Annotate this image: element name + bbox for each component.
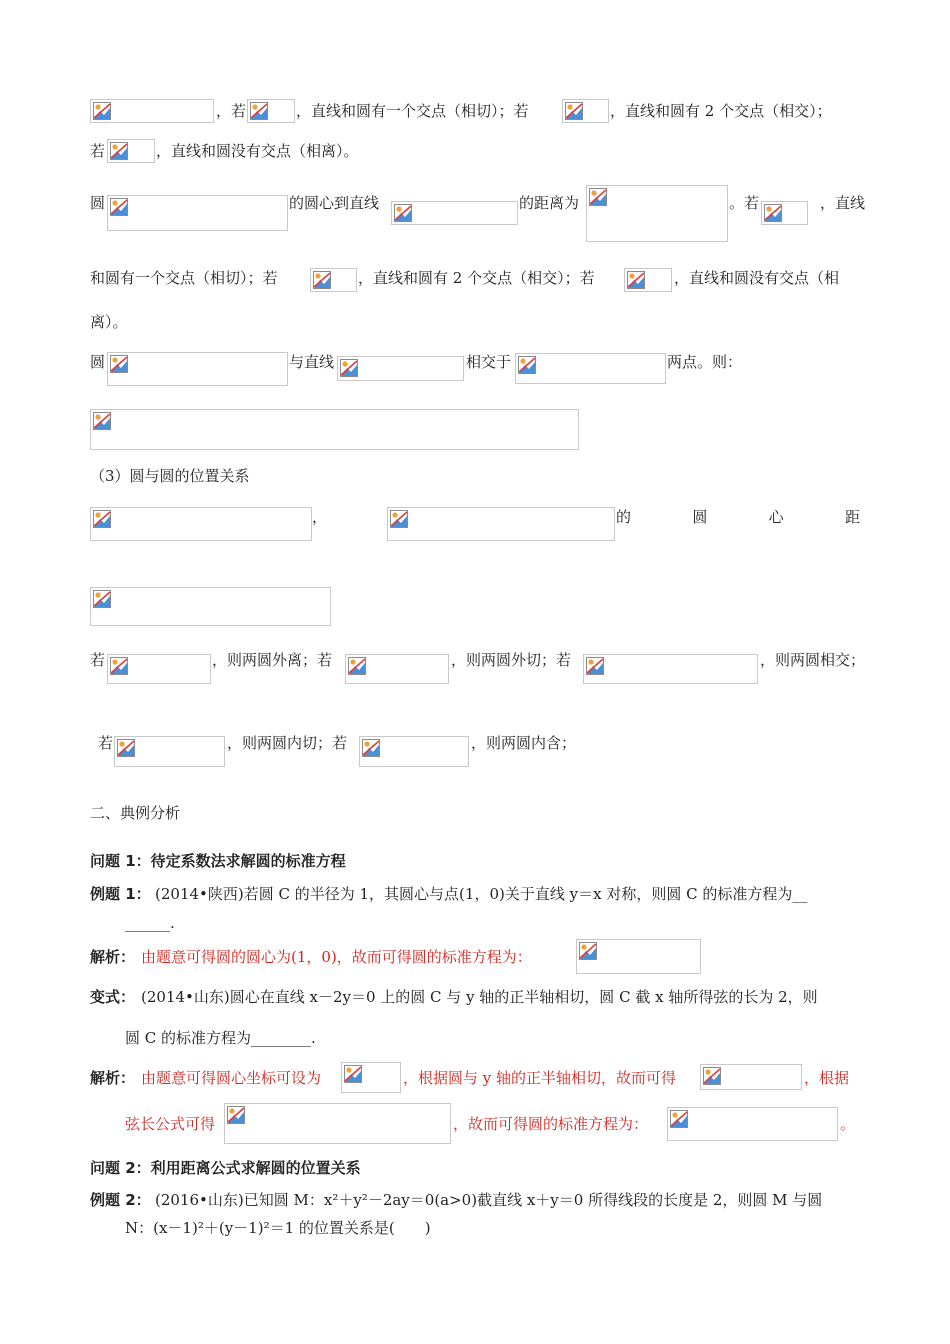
justified-text <box>616 507 860 527</box>
formula-image <box>583 654 758 684</box>
broken-image-icon <box>565 102 583 120</box>
broken-image-icon <box>110 142 128 160</box>
text: ，直线和圆没有交点（相 <box>674 269 840 287</box>
text: 相交于 <box>466 353 512 371</box>
broken-image-icon <box>93 590 111 608</box>
formula-image <box>90 99 214 123</box>
broken-image-icon <box>362 739 380 757</box>
broken-image-icon <box>703 1067 721 1085</box>
text: 。若 <box>729 194 760 212</box>
formula-image <box>90 409 579 450</box>
broken-image-icon <box>586 657 604 675</box>
solution-2-text-cont: 弦长公式可得 <box>125 1115 216 1133</box>
formula-image <box>341 1062 401 1093</box>
formula-image <box>700 1064 802 1090</box>
formula-image <box>107 139 155 163</box>
broken-image-icon <box>110 657 128 675</box>
text: ，若 <box>216 102 247 120</box>
broken-image-icon <box>390 510 408 528</box>
text: 与直线 <box>289 353 335 371</box>
formula-image <box>107 654 211 684</box>
solution-2-text: 由题意可得圆心坐标可设为 <box>141 1069 322 1087</box>
text: ，直线和圆有一个交点（相切）；若 <box>296 102 529 120</box>
formula-image <box>387 507 615 541</box>
broken-image-icon <box>764 204 782 222</box>
solution-2-label: 解析： <box>90 1069 136 1087</box>
solution-2-text: 。 <box>840 1115 856 1133</box>
text: ，则两圆相交； <box>760 651 866 669</box>
problem-1-title: 问题 1：待定系数法求解圆的标准方程 <box>90 852 346 870</box>
text: ，直线和圆没有交点（相离）。 <box>156 142 359 160</box>
formula-image <box>586 185 728 242</box>
example-2-text-cont: N：(x－1)²＋(y－1)²＝1 的位置关系是( ) <box>125 1219 431 1237</box>
formula-image <box>107 352 288 386</box>
formula-image <box>107 195 288 231</box>
broken-image-icon <box>670 1110 688 1128</box>
text: 的距离为 <box>519 194 580 212</box>
formula-image <box>90 587 331 626</box>
text: 的圆心到直线 <box>289 194 380 212</box>
text: 心 <box>768 508 784 526</box>
variant-text: (2014•山东)圆心在直线 x－2y＝0 上的圆 C 与 y 轴的正半轴相切，圆 C 截 x 轴所得弦的长为 2，则 <box>141 988 818 1006</box>
section-heading: 二、典例分析 <box>90 804 181 822</box>
formula-image <box>515 353 666 384</box>
solution-2-text: ，根据 <box>804 1069 850 1087</box>
formula-image <box>624 268 672 292</box>
solution-2-text: ，根据圆与 y 轴的正半轴相切，故而可得 <box>403 1069 677 1087</box>
variant-text-cont: 圆 C 的标准方程为________. <box>125 1029 316 1047</box>
example-1-text-cont: ______. <box>125 914 175 932</box>
text: 离）。 <box>90 313 128 331</box>
text: 圆 <box>90 194 106 212</box>
formula-image <box>247 99 295 123</box>
solution-1-text: 由题意可得圆的圆心为(1，0)，故而可得圆的标准方程为： <box>141 948 532 966</box>
example-1-label: 例题 1： <box>90 885 151 903</box>
formula-image <box>576 939 701 974</box>
formula-image <box>90 507 312 541</box>
broken-image-icon <box>93 412 111 430</box>
text: ，则两圆内切；若 <box>227 734 348 752</box>
broken-image-icon <box>227 1106 245 1124</box>
broken-image-icon <box>117 739 135 757</box>
text: 的 <box>616 508 632 526</box>
broken-image-icon <box>93 510 111 528</box>
text: 若 <box>90 142 106 160</box>
broken-image-icon <box>518 356 536 374</box>
broken-image-icon <box>340 359 358 377</box>
problem-2-title: 问题 2：利用距离公式求解圆的位置关系 <box>90 1159 361 1177</box>
formula-image <box>761 201 808 225</box>
broken-image-icon <box>579 942 597 960</box>
text: 两点。则： <box>667 353 743 371</box>
text: 和圆有一个交点（相切）；若 <box>90 269 278 287</box>
broken-image-icon <box>250 102 268 120</box>
formula-image <box>562 99 609 123</box>
formula-image <box>114 736 225 767</box>
broken-image-icon <box>394 204 412 222</box>
solution-2-text: ，故而可得圆的标准方程为： <box>453 1115 649 1133</box>
formula-image <box>345 654 449 684</box>
text: ，则两圆外切；若 <box>451 651 572 669</box>
example-2-text: (2016•山东)已知圆 M：x²＋y²－2ay＝0(a>0)截直线 x＋y＝0 所得线段的长度是 2，则圆 M 与圆 <box>155 1191 823 1209</box>
text: ，则两圆外离；若 <box>212 651 333 669</box>
broken-image-icon <box>313 271 331 289</box>
variant-label: 变式： <box>90 988 136 1006</box>
formula-image <box>224 1103 451 1144</box>
text: ，直线 <box>820 194 866 212</box>
text: ， <box>312 508 328 526</box>
formula-image <box>667 1107 838 1141</box>
broken-image-icon <box>627 271 645 289</box>
text: 若 <box>98 734 114 752</box>
text: 距 <box>844 508 860 526</box>
text: 圆 <box>692 508 708 526</box>
formula-image <box>337 356 464 381</box>
broken-image-icon <box>110 355 128 373</box>
text: 圆 <box>90 353 106 371</box>
broken-image-icon <box>110 198 128 216</box>
broken-image-icon <box>589 188 607 206</box>
text: ，直线和圆有 2 个交点（相交）；若 <box>358 269 595 287</box>
section-heading: （3）圆与圆的位置关系 <box>90 467 250 485</box>
broken-image-icon <box>348 657 366 675</box>
formula-image <box>391 201 518 225</box>
formula-image <box>310 268 357 292</box>
solution-1-label: 解析： <box>90 948 136 966</box>
text: ，直线和圆有 2 个交点（相交）； <box>610 102 832 120</box>
text: ，则两圆内含； <box>471 734 577 752</box>
text: 若 <box>90 651 106 669</box>
broken-image-icon <box>93 102 111 120</box>
broken-image-icon <box>344 1065 362 1083</box>
example-1-text: (2014•陕西)若圆 C 的半径为 1，其圆心与点(1，0)关于直线 y＝x 对称，则圆 C 的标准方程为__ <box>155 885 808 903</box>
example-2-label: 例题 2： <box>90 1191 151 1209</box>
formula-image <box>359 736 469 767</box>
